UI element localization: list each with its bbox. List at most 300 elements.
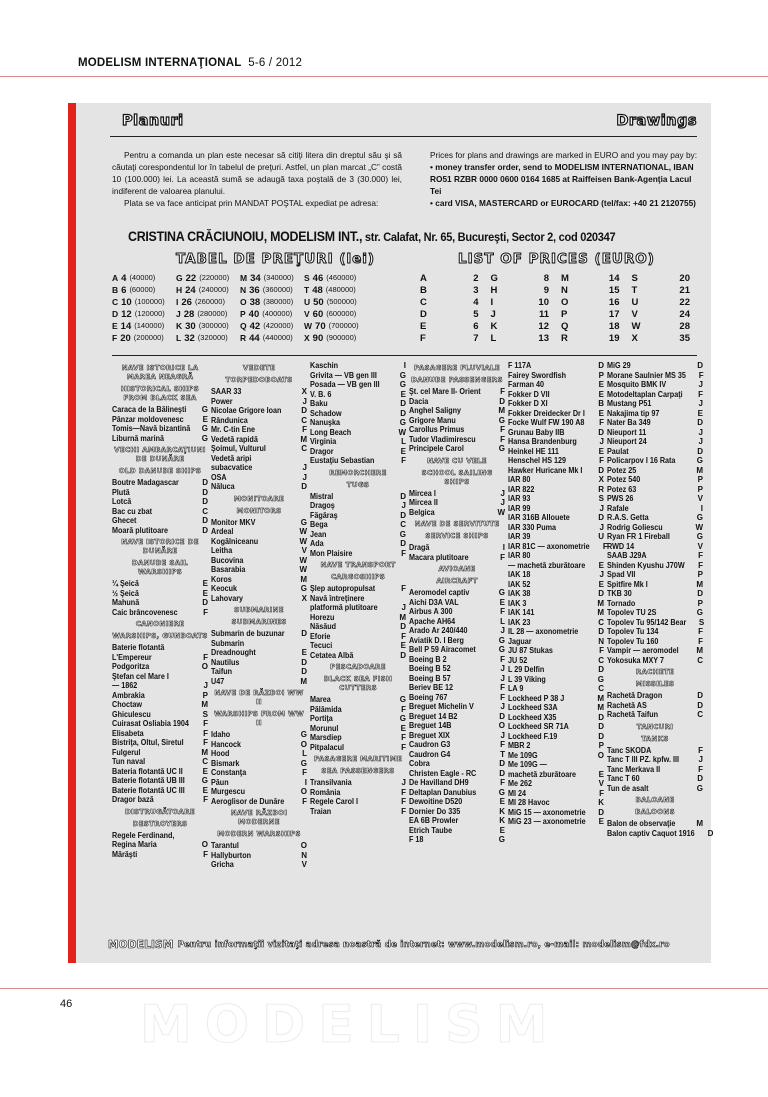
- category-heading: MODERN WARSHIPS: [217, 830, 301, 838]
- item-price-letter: D: [499, 396, 505, 406]
- item-name: Moară plutitoare: [112, 525, 169, 535]
- item-price-letter: F: [500, 387, 505, 396]
- price-cell: [304, 333, 368, 344]
- price-cell: [420, 309, 491, 320]
- price-letter: O: [561, 297, 569, 308]
- category-heading: TUGS: [346, 480, 370, 489]
- price-cell: [491, 333, 562, 344]
- item-name: Fokker D XI: [508, 399, 548, 408]
- catalog-item: [409, 731, 505, 741]
- item-price-letter: J: [599, 570, 604, 579]
- item-price-letter: L: [500, 616, 505, 626]
- price-cell: [632, 321, 703, 332]
- price-letter: P: [561, 309, 568, 320]
- price-letter: F: [112, 333, 118, 343]
- intro-ro-p2: Plata se va face anticipat prin MANDAT POŞTAL expediat pe adresa:: [124, 198, 379, 208]
- item-price-letter: [298, 454, 307, 464]
- category-heading: WARSHIPS FROM WW II: [213, 710, 305, 727]
- item-name: Keocuk: [211, 584, 238, 593]
- catalog-item: [211, 749, 307, 759]
- catalog-item: [211, 518, 307, 528]
- category-heading: BLACK SEA FISH CUTTERS: [323, 675, 393, 692]
- item-name: Submarin: [211, 638, 245, 648]
- item-price-letter: F: [500, 434, 505, 444]
- item-price-letter: [397, 594, 406, 604]
- item-name: Aichi D3A VAL: [409, 597, 459, 607]
- item-name: Policarpov I 16 Rata: [607, 456, 676, 465]
- item-price-letter: F: [203, 728, 208, 738]
- item-price-letter: G: [696, 456, 703, 465]
- item-price-letter: P: [598, 741, 604, 750]
- item-name: Virginia: [310, 437, 337, 446]
- catalog-item: [112, 516, 208, 526]
- item-price-letter: D: [301, 667, 307, 676]
- item-name: Spitfire Mk I: [607, 579, 648, 589]
- catalog-item: [607, 784, 703, 794]
- price-cell: [112, 297, 179, 308]
- catalog-item: [409, 759, 505, 769]
- catalog-column: [310, 361, 409, 870]
- price-old-value: (220000): [199, 273, 230, 282]
- category-heading: SUBMARINE: [234, 606, 284, 614]
- item-name: Dragor bază: [112, 795, 154, 804]
- price-old-value: (280000): [197, 309, 228, 318]
- item-price-letter: D: [301, 482, 307, 491]
- price-value: 20: [120, 333, 131, 344]
- item-price-letter: D: [598, 465, 604, 475]
- item-name: Aviatik D. I Berg: [409, 635, 464, 645]
- price-value: 46: [312, 273, 324, 284]
- item-price-letter: F: [599, 646, 604, 655]
- category-heading: SUBMARINES: [231, 618, 287, 626]
- catalog-item: [508, 494, 604, 504]
- item-name: Caudron G4: [409, 749, 451, 759]
- item-price-letter: [595, 760, 604, 770]
- item-price-letter: C: [400, 520, 406, 529]
- item-name: Airbus A 300: [409, 607, 453, 616]
- category-heading: NAVE ISTORICE DE DUNĂRE: [121, 538, 199, 555]
- item-name: Paulat: [607, 446, 629, 456]
- price-old-value: (480000): [325, 285, 356, 294]
- item-name: Shinden Kyushu J70W: [607, 560, 685, 570]
- catalog-item: [211, 435, 307, 445]
- item-name: Choctaw: [112, 700, 143, 709]
- item-name: SAAR 33: [211, 387, 242, 396]
- price-cell: [491, 321, 562, 332]
- price-cell: [304, 273, 368, 284]
- price-letter: C: [112, 297, 119, 307]
- item-name: Potez 25: [607, 465, 637, 475]
- item-price-letter: J: [698, 399, 703, 408]
- item-name: Jaguar: [508, 636, 532, 646]
- item-price-letter: E: [202, 588, 208, 598]
- intro-romanian: [112, 149, 402, 209]
- catalog-item: [409, 553, 505, 563]
- catalog-item: [310, 613, 406, 623]
- price-letter: B: [420, 285, 427, 296]
- item-price-letter: G: [498, 444, 505, 453]
- item-name: Lockheed X35: [508, 712, 557, 722]
- price-letter: R: [240, 333, 247, 343]
- item-price-letter: N: [598, 636, 604, 646]
- catalog-item: [112, 710, 208, 720]
- price-cell: [632, 285, 703, 296]
- category-heading: NAVE TRANSPORT: [320, 561, 396, 569]
- item-price-letter: F: [203, 738, 208, 747]
- price-table-lei: [112, 273, 432, 344]
- price-table-euro: [420, 273, 702, 344]
- price-value: 13: [538, 333, 549, 344]
- banner-rule: [110, 136, 697, 137]
- price-letter: M: [561, 273, 569, 284]
- catalog-item: [409, 498, 505, 508]
- item-price-letter: G: [201, 424, 208, 433]
- item-name: F 18: [409, 835, 424, 844]
- item-price-letter: J: [500, 673, 505, 683]
- catalog-columns: [112, 361, 714, 870]
- item-price-letter: E: [499, 797, 505, 806]
- item-name: Balon de observaţie: [607, 819, 676, 828]
- catalog-item: [112, 589, 208, 599]
- item-name: De Havilland DH9: [409, 778, 469, 787]
- price-value: 7: [473, 333, 479, 344]
- item-name: Ryan FR 1 Fireball: [607, 532, 670, 541]
- item-name: Dragor: [310, 446, 334, 456]
- price-letter: M: [240, 273, 248, 283]
- category-heading: TANKS: [641, 734, 669, 743]
- item-name: Long Beach: [310, 427, 352, 437]
- price-cell: [176, 333, 240, 344]
- catalog-column: [409, 361, 508, 870]
- item-name: Vampir — aeromodel: [607, 646, 679, 655]
- item-name: Posada — VB gen III: [310, 380, 380, 389]
- item-name: Farman 40: [508, 380, 545, 389]
- item-price-letter: [199, 643, 208, 653]
- item-price-letter: P: [598, 370, 604, 380]
- item-price-letter: J: [599, 522, 604, 532]
- item-price-letter: M: [696, 579, 703, 589]
- item-price-letter: E: [598, 579, 604, 589]
- item-name: Pălămida: [310, 704, 342, 714]
- price-cell: [112, 285, 176, 296]
- price-value: 26: [181, 297, 192, 308]
- item-name: Bac cu zbat: [112, 506, 153, 516]
- price-value: 17: [608, 309, 620, 320]
- item-price-letter: M: [201, 747, 208, 757]
- item-price-letter: N: [301, 850, 307, 860]
- item-name: Tornado: [607, 598, 636, 608]
- item-name: MI 28 Havoc: [508, 798, 550, 807]
- price-cell: [112, 309, 176, 320]
- price-letter: H: [176, 285, 183, 295]
- item-name: Caudron G3: [409, 740, 451, 749]
- price-value: 90: [312, 333, 324, 344]
- catalog-item: [112, 424, 208, 434]
- catalog-item: [409, 835, 505, 845]
- item-name: Boeing 767: [409, 692, 448, 702]
- item-price-letter: F: [500, 683, 505, 692]
- item-name: — 1862: [112, 681, 138, 690]
- catalog-item: [607, 627, 703, 637]
- price-letter: D: [420, 309, 427, 320]
- catalog-item: [607, 701, 703, 711]
- catalog-item: [607, 485, 703, 495]
- item-name: Koros: [211, 574, 232, 584]
- price-value: 5: [473, 309, 479, 320]
- category-heading: SCHOOL SAILING SHIPS: [421, 468, 493, 486]
- catalog-item: [409, 702, 505, 712]
- item-price-letter: E: [400, 389, 406, 399]
- price-letter: F: [420, 333, 426, 344]
- item-price-letter: J: [401, 603, 406, 612]
- item-price-letter: O: [597, 750, 604, 760]
- catalog-item: [607, 523, 703, 533]
- category-heading: RACHETE: [635, 668, 675, 676]
- item-name: Nautilus: [211, 657, 240, 667]
- catalog-item: [310, 788, 406, 798]
- price-cell: [420, 297, 491, 308]
- address-street: str. Calafat, Nr. 65, Bucureşti, Sector 2, cod 020347: [362, 230, 616, 244]
- catalog-item: [508, 675, 604, 685]
- item-name: Bega: [310, 520, 328, 529]
- item-price-letter: W: [299, 536, 307, 546]
- item-price-letter: J: [500, 702, 505, 711]
- item-price-letter: D: [202, 487, 208, 497]
- catalog-item: [409, 674, 505, 684]
- catalog-item: [607, 580, 703, 590]
- catalog-item: [607, 637, 703, 647]
- page-number: 46: [60, 998, 73, 1010]
- item-name: Mr. C-tin Ene: [211, 425, 256, 434]
- item-name: L 39 Viking: [508, 674, 546, 684]
- catalog-item: [211, 639, 307, 649]
- catalog-item: [508, 409, 604, 419]
- item-name: Morane Saulnier MS 35: [607, 370, 686, 380]
- item-price-letter: E: [499, 597, 505, 607]
- item-price-letter: J: [203, 681, 208, 690]
- item-price-letter: F: [698, 551, 703, 560]
- catalog-item: [112, 643, 208, 653]
- item-name: Tun de asalt: [607, 783, 649, 793]
- catalog-item: [607, 774, 703, 784]
- item-price-letter: J: [302, 396, 307, 406]
- catalog-item: [508, 428, 604, 438]
- item-name: Me 109G: [508, 750, 538, 760]
- item-price-letter: M: [399, 612, 406, 622]
- catalog-item: [409, 816, 505, 826]
- catalog-item: [607, 828, 714, 839]
- catalog-item: [508, 475, 604, 485]
- catalog-item: [508, 561, 604, 571]
- price-old-value: (240000): [198, 285, 229, 294]
- catalog-item: [310, 797, 406, 807]
- item-price-letter: P: [697, 570, 703, 579]
- catalog-item: [409, 588, 505, 598]
- catalog-column: [508, 361, 607, 870]
- item-name: Me 109G —: [508, 760, 547, 769]
- item-name: MBR 2: [508, 741, 531, 750]
- item-price-letter: V: [598, 779, 604, 788]
- item-price-letter: D: [598, 712, 604, 722]
- catalog-item: [211, 584, 307, 594]
- catalog-item: [508, 760, 604, 770]
- address-name: CRISTINA CRĂCIUNOIU, MODELISM INT.,: [128, 229, 363, 244]
- catalog-item: [607, 494, 703, 504]
- item-name: Traian: [310, 806, 332, 816]
- category-heading: VECHI AMBARCAŢIUNI DE DUNĂRE: [114, 446, 206, 463]
- item-name: Bell P 59 Airacomet: [409, 645, 476, 654]
- item-price-letter: D: [400, 399, 406, 408]
- item-name: IAK 141: [508, 608, 535, 617]
- price-value: 44: [249, 333, 260, 344]
- item-name: Rachetă AS: [607, 700, 647, 710]
- item-price-letter: E: [598, 446, 604, 456]
- catalog-item: [607, 589, 703, 599]
- catalog-item: [607, 371, 703, 381]
- catalog-item: [409, 617, 505, 627]
- item-name: Tomis—Navă bizantină: [112, 424, 191, 433]
- item-name: Tanc T 60: [607, 774, 640, 783]
- item-price-letter: O: [201, 662, 208, 671]
- item-price-letter: F: [500, 552, 505, 562]
- catalog-item: [607, 475, 703, 485]
- item-name: Apache AH64: [409, 616, 456, 626]
- item-name: IAR 93: [508, 494, 531, 503]
- item-name: Nater Ba 349: [607, 418, 651, 427]
- item-name: Bismark: [211, 758, 240, 768]
- item-name: Kaschin: [310, 361, 339, 370]
- catalog-item: [211, 740, 307, 750]
- catalog-item: [211, 648, 307, 658]
- catalog-item: [508, 485, 604, 495]
- catalog-item: [211, 730, 307, 740]
- price-value: 28: [183, 309, 195, 320]
- item-name: Henschel HS 129: [508, 456, 567, 465]
- item-name: Nanuşka: [310, 418, 341, 427]
- item-name: Topolev Tu 160: [607, 636, 659, 646]
- item-price-letter: F: [599, 788, 604, 798]
- footer-text: Pentru informaţii vizitaţi adresa noastră de internet: www.modelism.ro, e-mail: modelism@fdx.ro: [177, 940, 670, 950]
- item-name: L'Empereur: [112, 652, 152, 662]
- price-old-value: (700000): [328, 321, 359, 330]
- price-cell: [561, 309, 632, 320]
- category-heading: MONITOARE: [233, 494, 285, 503]
- price-cell: [632, 333, 703, 344]
- item-price-letter: F: [302, 796, 307, 806]
- item-price-letter: I: [502, 543, 505, 552]
- item-price-letter: F: [203, 719, 208, 728]
- item-price-letter: M: [201, 700, 208, 709]
- item-name: Heinkel HE 111: [508, 446, 559, 456]
- item-price-letter: S: [598, 494, 604, 503]
- catalog-item: [607, 390, 703, 400]
- catalog-item: [409, 607, 505, 617]
- item-name: Podgoritza: [112, 662, 150, 671]
- catalog-item: [211, 759, 307, 769]
- item-price-letter: G: [696, 608, 703, 617]
- catalog-item: [310, 456, 406, 466]
- intro-en-line1: Prices for plans and drawings are marked in EURO and you may pay by:: [430, 150, 698, 160]
- item-name: Carollus Primus: [409, 425, 465, 434]
- item-name: Focke Wulf FW 190 A8: [508, 418, 585, 427]
- item-price-letter: U: [598, 532, 604, 541]
- catalog-item: [607, 428, 703, 438]
- catalog-item: [211, 768, 307, 778]
- item-name: Păun: [211, 777, 229, 787]
- catalog-item: [508, 770, 604, 780]
- catalog-item: [607, 561, 703, 571]
- item-price-letter: G: [498, 787, 505, 797]
- price-cell: [176, 273, 240, 284]
- catalog-item: [409, 683, 505, 693]
- price-letter: V: [631, 309, 638, 320]
- category-heading: TANCURI: [636, 722, 674, 731]
- catalog-item: [409, 435, 505, 445]
- item-price-letter: M: [696, 646, 703, 655]
- category-heading: NAVE DE RĂZBOI WW II: [214, 689, 304, 706]
- category-heading: PESCADOARE: [330, 663, 386, 671]
- issue-number: 5-6 / 2012: [248, 57, 303, 69]
- item-name: PWS 26: [607, 494, 634, 503]
- item-price-letter: L: [401, 437, 406, 446]
- price-cell: [304, 321, 368, 332]
- item-name: Ghiculescu: [112, 709, 151, 719]
- category-heading: DANUBE SAIL WARSHIPS: [131, 559, 189, 576]
- item-price-letter: F: [500, 607, 505, 616]
- catalog-item: [409, 598, 505, 608]
- item-name: Morunul: [310, 723, 339, 733]
- catalog-item: [409, 406, 505, 416]
- catalog-item: [310, 733, 406, 743]
- price-value: 14: [608, 273, 620, 284]
- item-name: Elisabeta: [112, 728, 144, 738]
- catalog-item: [211, 860, 307, 870]
- item-price-letter: J: [698, 380, 703, 389]
- item-price-letter: G: [498, 645, 505, 654]
- item-price-letter: E: [598, 380, 604, 389]
- item-price-letter: D: [697, 589, 703, 598]
- item-name: R.A.S. Getta: [607, 513, 649, 522]
- catalog-item: [508, 684, 604, 694]
- price-value: 10: [538, 297, 549, 308]
- item-price-letter: [199, 831, 208, 841]
- item-price-letter: F: [302, 768, 307, 777]
- item-price-letter: E: [202, 785, 208, 795]
- item-price-letter: J: [500, 488, 505, 498]
- item-price-letter: W: [695, 522, 703, 532]
- price-letter: Q: [561, 321, 569, 332]
- item-price-letter: J: [302, 472, 307, 482]
- price-letter: O: [240, 297, 247, 307]
- item-price-letter: F: [401, 584, 406, 593]
- item-name: Lockheed P 38 J: [508, 693, 565, 703]
- catalog-item: [112, 526, 208, 536]
- catalog-item: [409, 626, 505, 636]
- item-price-letter: D: [301, 629, 307, 638]
- price-cell: [420, 333, 491, 344]
- price-letter: I: [490, 297, 494, 308]
- price-old-value: (500000): [326, 297, 357, 306]
- catalog-item: [409, 788, 505, 798]
- catalog-item: [508, 418, 604, 428]
- item-name: Aeromodel captiv: [409, 588, 470, 597]
- catalog-item: [310, 361, 406, 371]
- item-price-letter: D: [598, 627, 604, 636]
- item-name: IAK 18: [508, 570, 531, 579]
- item-name: Topolev Tu 95/142 Bear: [607, 617, 687, 627]
- item-price-letter: D: [202, 497, 208, 506]
- item-price-letter: G: [300, 730, 307, 739]
